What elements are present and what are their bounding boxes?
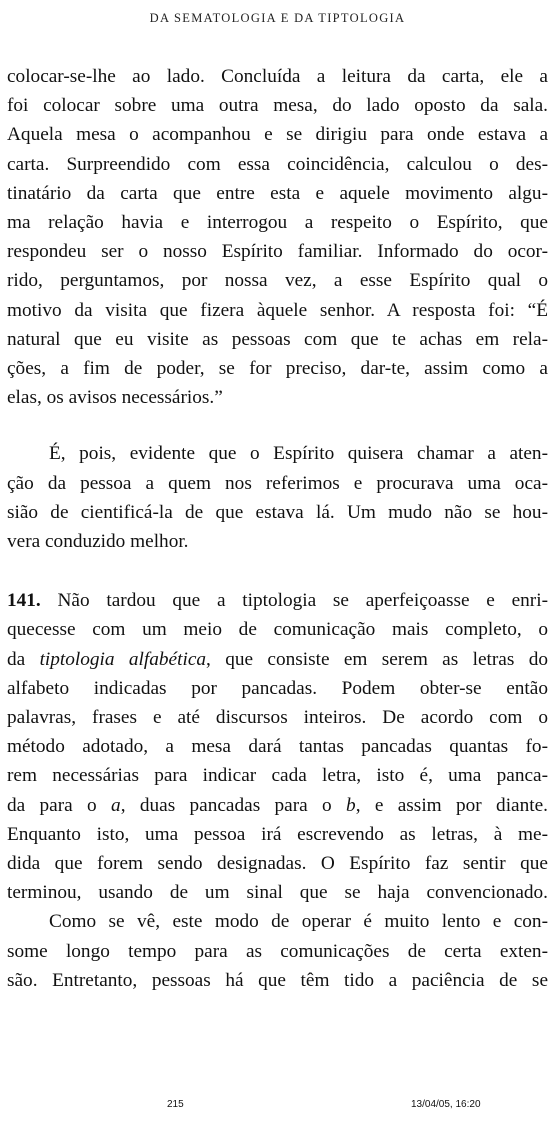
text-line: ção da pessoa a quem nos referimos e procurava uma oca- xyxy=(7,472,548,494)
text-span: da xyxy=(7,648,40,670)
text-line: motivo da visita que fizera àquele senhor. A resposta foi: “É xyxy=(7,299,548,321)
italic-term: tiptologia alfabética xyxy=(39,648,207,670)
text-span: Não tardou que a tiptologia se aperfeiçoasse e enri- xyxy=(40,590,548,612)
text-line: ma relação havia e interrogou a respeito o Espírito, que xyxy=(7,212,548,234)
paragraph-mute-analogy xyxy=(7,439,548,556)
text-line: foi colocar sobre uma outra mesa, do lado oposto da sala. xyxy=(7,95,548,117)
text-span: , e assim por diante. xyxy=(355,794,548,816)
paragraph-number: 141. xyxy=(7,590,41,612)
text-span: , duas pancadas para o xyxy=(120,794,347,816)
text-line: natural que eu visite as pessoas com que te achas em rela- xyxy=(7,328,548,350)
text-line: dida que forem sendo designadas. O Espírito faz sentir que xyxy=(7,853,548,875)
page-number: 215 xyxy=(167,1099,184,1110)
text-line: ções, a fim de poder, se for preciso, dar-te, assim como a xyxy=(7,358,548,380)
text-line: palavras, frases e até discursos inteiros. De acordo com o xyxy=(7,707,548,729)
text-line: rido, perguntamos, por nossa vez, a esse Espírito qual o xyxy=(7,270,548,292)
text-line: alfabeto indicadas por pancadas. Podem obter-se então xyxy=(7,677,548,699)
text-line: colocar-se-lhe ao lado. Concluída a leitura da carta, ele a xyxy=(7,66,548,87)
text-line: terminou, usando de um sinal que se haja convencionado. xyxy=(7,882,548,904)
text-line xyxy=(7,791,548,820)
text-line xyxy=(7,586,548,615)
text-line: vera conduzido melhor. xyxy=(7,531,189,553)
page-body xyxy=(7,62,548,995)
text-line: Aquela mesa o acompanhou e se dirigiu para onde estava a xyxy=(7,124,548,146)
text-line: rem necessárias para indicar cada letra, isto é, uma panca- xyxy=(7,765,548,787)
text-line: carta. Surpreendido com essa coincidência, calculou o des- xyxy=(7,153,548,175)
text-line: É, pois, evidente que o Espírito quisera chamar a aten- xyxy=(49,443,548,465)
text-line: método adotado, a mesa dará tantas pancadas quantas fo- xyxy=(7,736,548,758)
text-line: Enquanto isto, uma pessoa irá escrevendo as letras, à me- xyxy=(7,823,548,845)
text-span: da para o xyxy=(7,794,112,816)
text-line: Como se vê, este modo de operar é muito lento e con- xyxy=(49,911,548,933)
italic-letter: a xyxy=(111,794,121,816)
running-header: DA SEMATOLOGIA E DA TIPTOLOGIA xyxy=(149,11,406,25)
text-line: some longo tempo para as comunicações de certa exten- xyxy=(7,940,548,962)
text-line: sião de cientificá-la de que estava lá. Um mudo não se hou- xyxy=(7,501,548,523)
text-line: elas, os avisos necessários.” xyxy=(7,387,223,409)
text-line xyxy=(7,645,548,674)
text-span: , que consiste em serem as letras do xyxy=(206,648,548,670)
text-line: quecesse com um meio de comunicação mais completo, o xyxy=(7,619,548,641)
text-line: tinatário da carta que entre esta e aquele movimento algu- xyxy=(7,182,548,204)
paragraph-slow-method xyxy=(7,907,548,995)
text-line: são. Entretanto, pessoas há que têm tido a paciência de se xyxy=(7,969,548,991)
text-line: respondeu ser o nosso Espírito familiar. Informado do ocor- xyxy=(7,241,548,263)
italic-letter: b xyxy=(346,794,356,816)
print-timestamp: 13/04/05, 16:20 xyxy=(411,1099,481,1110)
paragraph-continuation xyxy=(7,62,548,412)
paragraph-141 xyxy=(7,586,548,907)
